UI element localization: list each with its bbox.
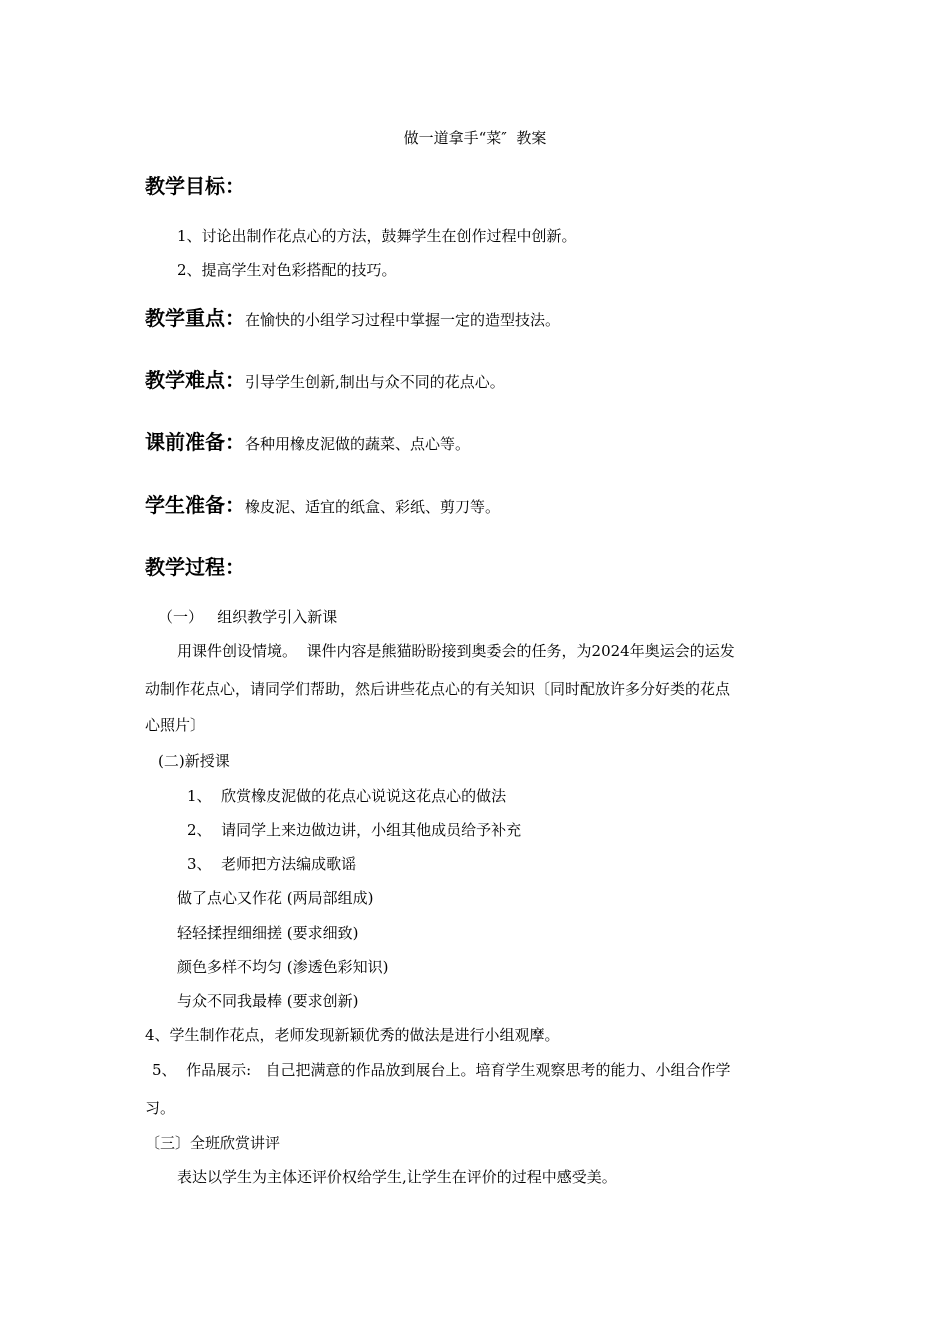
part2-step-2: 2、 请同学上来边做边讲，小组其他成员给予补充 bbox=[187, 821, 522, 839]
key-point-text: 在愉快的小组学习过程中掌握一定的造型技法。 bbox=[245, 311, 561, 329]
rhyme-line-4: 与众不同我最棒 (要求创新) bbox=[177, 992, 359, 1010]
preparation-section bbox=[145, 428, 470, 458]
part2-step-5-line-1: 5、 作品展示: 自己把满意的作品放到展台上。培育学生观察思考的能力、小组合作学 bbox=[152, 1061, 731, 1079]
part2-title: (二)新授课 bbox=[158, 752, 230, 770]
part2-step-1: 1、 欣赏橡皮泥做的花点心说说这花点心的做法 bbox=[187, 787, 507, 805]
preparation-heading: 课前准备： bbox=[145, 430, 245, 454]
difficulty-heading: 教学难点： bbox=[145, 368, 245, 392]
part2-step-3: 3、 老师把方法编成歌谣 bbox=[187, 855, 357, 873]
part1-line-3: 心照片〕 bbox=[145, 716, 206, 734]
objective-item-1: 1、讨论出制作花点心的方法，鼓舞学生在创作过程中创新。 bbox=[177, 227, 577, 245]
part2-step-4: 4、学生制作花点，老师发现新颖优秀的做法是进行小组观摩。 bbox=[145, 1026, 560, 1044]
rhyme-line-2: 轻轻揉捏细细搓 (要求细致) bbox=[177, 924, 359, 942]
part3-title: 〔三〕全班欣赏讲评 bbox=[145, 1134, 281, 1152]
student-preparation-heading: 学生准备： bbox=[145, 493, 245, 517]
part1-line-1: 用课件创设情境。 课件内容是熊猫盼盼接到奥委会的任务，为2024年奥运会的运发 bbox=[177, 642, 735, 660]
key-point-heading: 教学重点： bbox=[145, 306, 245, 330]
objective-item-2: 2、提高学生对色彩搭配的技巧。 bbox=[177, 261, 397, 279]
difficulty-section bbox=[145, 366, 505, 396]
rhyme-line-3: 颜色多样不均匀 (渗透色彩知识) bbox=[177, 958, 389, 976]
student-preparation-text: 橡皮泥、适宜的纸盒、彩纸、剪刀等。 bbox=[245, 498, 501, 516]
rhyme-line-1: 做了点心又作花 (两局部组成) bbox=[177, 889, 374, 907]
key-point-section bbox=[145, 304, 560, 334]
difficulty-text: 引导学生创新,制出与众不同的花点心。 bbox=[245, 373, 505, 391]
process-heading: 教学过程： bbox=[145, 555, 245, 579]
document-title: 做一道拿手“菜″ 教案 bbox=[403, 129, 547, 147]
part3-text: 表达以学生为主体还评价权给学生,让学生在评价的过程中感受美。 bbox=[177, 1168, 617, 1186]
student-preparation-section bbox=[145, 491, 500, 521]
objectives-heading: 教学目标： bbox=[145, 174, 245, 198]
part2-step-5-line-2: 习。 bbox=[145, 1099, 176, 1117]
preparation-text: 各种用橡皮泥做的蔬菜、点心等。 bbox=[245, 435, 471, 453]
part1-title: （一） 组织教学引入新课 bbox=[158, 608, 338, 626]
part1-line-2: 动制作花点心，请同学们帮助，然后讲些花点心的有关知识〔同时配放许多分好类的花点 bbox=[145, 680, 731, 698]
